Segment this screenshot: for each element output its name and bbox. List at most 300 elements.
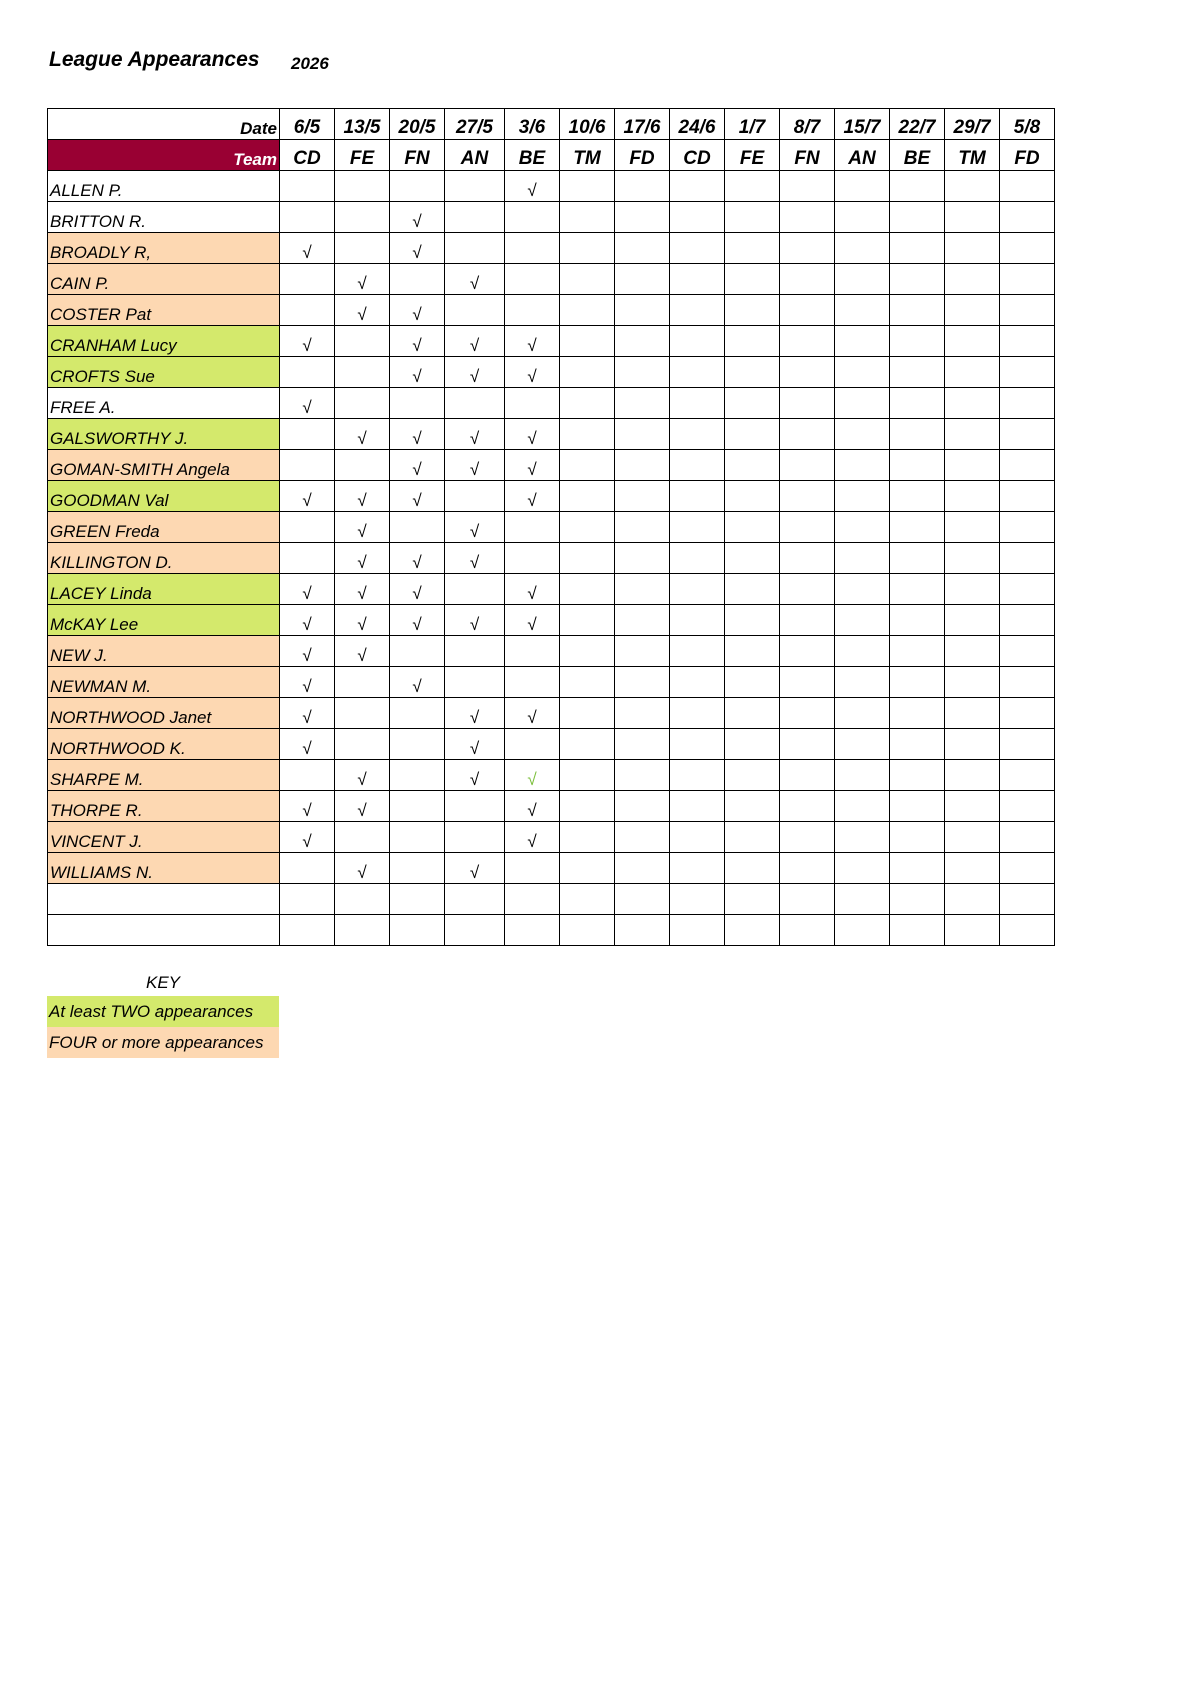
- appearance-cell: [505, 233, 560, 264]
- appearance-cell: [890, 822, 945, 853]
- appearance-cell: [945, 481, 1000, 512]
- appearance-cell: [725, 512, 780, 543]
- appearance-cell: [945, 698, 1000, 729]
- check-mark-icon: √: [469, 460, 480, 479]
- appearance-cell: [280, 388, 335, 419]
- appearance-cell: [1000, 481, 1055, 512]
- appearance-cell: [280, 729, 335, 760]
- check-mark-icon: √: [357, 553, 367, 572]
- appearance-cell: [615, 357, 670, 388]
- appearance-cell: [335, 915, 390, 946]
- appearance-cell: [1000, 884, 1055, 915]
- appearance-cell: [780, 264, 835, 295]
- appearance-cell: [835, 791, 890, 822]
- appearance-cell: [280, 853, 335, 884]
- appearance-cell: [505, 698, 560, 729]
- appearance-cell: [560, 884, 615, 915]
- check-mark-icon: √: [357, 274, 367, 293]
- appearance-cell: [835, 202, 890, 233]
- check-mark-icon: √: [527, 181, 537, 200]
- appearance-cell: [780, 326, 835, 357]
- date-header-cell: 6/5: [280, 109, 335, 140]
- appearance-cell: [1000, 388, 1055, 419]
- check-mark-icon: √: [469, 615, 480, 634]
- appearance-cell: [390, 357, 445, 388]
- check-mark-icon: √: [469, 522, 480, 541]
- check-mark-icon: √: [412, 429, 422, 448]
- appearance-cell: [780, 729, 835, 760]
- player-name: NORTHWOOD Janet: [48, 698, 280, 729]
- check-mark-icon: √: [302, 615, 312, 634]
- appearance-cell: [505, 884, 560, 915]
- check-mark-icon: √: [527, 584, 537, 603]
- appearance-cell: [615, 481, 670, 512]
- team-header-cell: AN: [835, 140, 890, 171]
- appearance-cell: [335, 357, 390, 388]
- check-mark-icon: √: [527, 770, 537, 789]
- appearance-cell: [390, 543, 445, 574]
- appearance-cell: [835, 233, 890, 264]
- appearance-cell: [615, 295, 670, 326]
- appearance-cell: [945, 853, 1000, 884]
- appearance-cell: [280, 264, 335, 295]
- check-mark-icon: √: [412, 367, 422, 386]
- appearance-cell: [445, 760, 505, 791]
- appearance-cell: [280, 884, 335, 915]
- check-mark-icon: √: [469, 739, 480, 758]
- check-mark-icon: √: [412, 305, 422, 324]
- appearance-cell: [505, 326, 560, 357]
- player-name: VINCENT J.: [48, 822, 280, 853]
- appearance-cell: [835, 884, 890, 915]
- appearance-cell: [505, 791, 560, 822]
- appearance-cell: [835, 698, 890, 729]
- appearance-cell: [390, 915, 445, 946]
- appearance-cell: [335, 419, 390, 450]
- team-label: Team: [48, 140, 280, 171]
- appearance-cell: [615, 760, 670, 791]
- appearance-cell: [780, 481, 835, 512]
- team-header-cell: TM: [560, 140, 615, 171]
- appearance-cell: [445, 264, 505, 295]
- check-mark-icon: √: [412, 615, 422, 634]
- appearance-cell: [670, 481, 725, 512]
- check-mark-icon: √: [469, 429, 480, 448]
- appearance-cell: [725, 729, 780, 760]
- appearance-cell: [560, 605, 615, 636]
- team-header-cell: AN: [445, 140, 505, 171]
- appearance-cell: [1000, 698, 1055, 729]
- appearance-cell: [945, 450, 1000, 481]
- appearance-cell: [280, 171, 335, 202]
- appearance-cell: [890, 202, 945, 233]
- check-mark-icon: √: [357, 491, 367, 510]
- check-mark-icon: √: [412, 677, 422, 696]
- appearance-cell: [725, 264, 780, 295]
- appearance-cell: [945, 605, 1000, 636]
- appearance-cell: [335, 388, 390, 419]
- appearance-cell: [280, 419, 335, 450]
- appearance-cell: [505, 202, 560, 233]
- date-header-cell: 13/5: [335, 109, 390, 140]
- appearance-cell: [835, 295, 890, 326]
- appearance-cell: [390, 853, 445, 884]
- appearance-cell: [1000, 853, 1055, 884]
- appearance-cell: [780, 698, 835, 729]
- appearance-cell: [670, 729, 725, 760]
- team-header-cell: BE: [890, 140, 945, 171]
- player-row: [48, 295, 1055, 326]
- appearance-cell: [725, 171, 780, 202]
- check-mark-icon: √: [357, 584, 367, 603]
- appearance-cell: [390, 419, 445, 450]
- date-header-cell: 24/6: [670, 109, 725, 140]
- appearance-cell: [445, 512, 505, 543]
- appearance-cell: [725, 326, 780, 357]
- appearance-cell: [390, 636, 445, 667]
- appearance-cell: [780, 450, 835, 481]
- appearance-cell: [445, 543, 505, 574]
- appearance-cell: [670, 574, 725, 605]
- date-header-cell: 20/5: [390, 109, 445, 140]
- appearance-cell: [890, 264, 945, 295]
- appearance-cell: [945, 388, 1000, 419]
- appearance-cell: [445, 636, 505, 667]
- appearance-cell: [505, 915, 560, 946]
- player-row: [48, 853, 1055, 884]
- appearance-cell: [445, 202, 505, 233]
- appearance-cell: [560, 202, 615, 233]
- check-mark-icon: √: [469, 708, 480, 727]
- player-name: THORPE R.: [48, 791, 280, 822]
- check-mark-icon: √: [357, 646, 367, 665]
- appearance-cell: [280, 636, 335, 667]
- appearance-cell: [890, 388, 945, 419]
- appearance-cell: [335, 636, 390, 667]
- check-mark-icon: √: [527, 460, 537, 479]
- appearance-cell: [335, 543, 390, 574]
- appearance-cell: [615, 574, 670, 605]
- appearance-cell: [1000, 729, 1055, 760]
- player-name: KILLINGTON D.: [48, 543, 280, 574]
- appearance-cell: [445, 295, 505, 326]
- appearance-cell: [335, 822, 390, 853]
- appearance-cell: [725, 667, 780, 698]
- appearance-cell: [725, 574, 780, 605]
- appearance-cell: [615, 326, 670, 357]
- appearance-cell: [505, 605, 560, 636]
- appearance-cell: [1000, 264, 1055, 295]
- appearance-cell: [390, 202, 445, 233]
- appearance-cell: [1000, 822, 1055, 853]
- appearance-cell: [945, 202, 1000, 233]
- player-name: ALLEN P.: [48, 171, 280, 202]
- player-row: [48, 481, 1055, 512]
- appearance-cell: [390, 512, 445, 543]
- appearance-cell: [780, 543, 835, 574]
- player-row: [48, 419, 1055, 450]
- appearance-cell: [335, 202, 390, 233]
- appearance-cell: [725, 822, 780, 853]
- appearances-table: [47, 108, 1055, 946]
- player-row: [48, 326, 1055, 357]
- appearance-cell: [1000, 419, 1055, 450]
- appearance-cell: [945, 233, 1000, 264]
- check-mark-icon: √: [469, 274, 480, 293]
- appearance-cell: [390, 605, 445, 636]
- check-mark-icon: √: [527, 708, 537, 727]
- appearance-cell: [780, 884, 835, 915]
- check-mark-icon: √: [527, 832, 537, 851]
- check-mark-icon: √: [302, 708, 312, 727]
- appearance-cell: [945, 636, 1000, 667]
- appearance-cell: [835, 450, 890, 481]
- appearance-cell: [670, 636, 725, 667]
- appearance-cell: [725, 698, 780, 729]
- appearance-cell: [505, 419, 560, 450]
- date-label: Date: [48, 109, 280, 140]
- appearance-cell: [780, 388, 835, 419]
- appearance-cell: [890, 574, 945, 605]
- check-mark-icon: √: [469, 367, 480, 386]
- check-mark-icon: √: [527, 615, 537, 634]
- appearance-cell: [835, 853, 890, 884]
- appearance-cell: [890, 481, 945, 512]
- appearance-cell: [280, 481, 335, 512]
- appearance-cell: [335, 171, 390, 202]
- check-mark-icon: √: [412, 553, 422, 572]
- appearance-cell: [390, 233, 445, 264]
- appearance-cell: [1000, 171, 1055, 202]
- appearance-cell: [505, 450, 560, 481]
- appearance-cell: [615, 915, 670, 946]
- appearance-cell: [560, 295, 615, 326]
- appearance-cell: [835, 915, 890, 946]
- appearance-cell: [505, 729, 560, 760]
- player-row: [48, 667, 1055, 698]
- appearance-cell: [335, 233, 390, 264]
- appearance-cell: [390, 760, 445, 791]
- appearance-cell: [835, 388, 890, 419]
- team-header-cell: FN: [390, 140, 445, 171]
- appearance-cell: [390, 884, 445, 915]
- player-row: [48, 574, 1055, 605]
- date-header-row: [48, 109, 1055, 140]
- appearance-cell: [1000, 357, 1055, 388]
- appearance-cell: [505, 388, 560, 419]
- appearance-cell: [335, 512, 390, 543]
- key-item: At least TWO appearances: [47, 996, 279, 1027]
- check-mark-icon: √: [527, 429, 537, 448]
- appearance-cell: [835, 729, 890, 760]
- player-name: WILLIAMS N.: [48, 853, 280, 884]
- appearance-cell: [725, 791, 780, 822]
- player-name: FREE A.: [48, 388, 280, 419]
- appearance-cell: [780, 760, 835, 791]
- team-header-cell: FN: [780, 140, 835, 171]
- appearance-cell: [615, 729, 670, 760]
- player-name: COSTER Pat: [48, 295, 280, 326]
- check-mark-icon: √: [302, 243, 312, 262]
- appearance-cell: [890, 543, 945, 574]
- appearance-cell: [890, 171, 945, 202]
- appearance-cell: [725, 915, 780, 946]
- check-mark-icon: √: [302, 584, 312, 603]
- check-mark-icon: √: [469, 553, 480, 572]
- appearance-cell: [670, 264, 725, 295]
- appearance-cell: [670, 853, 725, 884]
- appearance-cell: [945, 543, 1000, 574]
- appearance-cell: [670, 419, 725, 450]
- appearance-cell: [945, 512, 1000, 543]
- appearance-cell: [445, 822, 505, 853]
- appearance-cell: [890, 884, 945, 915]
- appearance-cell: [335, 481, 390, 512]
- appearance-cell: [615, 822, 670, 853]
- appearance-cell: [945, 884, 1000, 915]
- player-row: [48, 233, 1055, 264]
- appearance-cell: [445, 605, 505, 636]
- appearance-cell: [725, 357, 780, 388]
- appearance-cell: [445, 388, 505, 419]
- player-row: [48, 791, 1055, 822]
- date-header-cell: 8/7: [780, 109, 835, 140]
- appearance-cell: [390, 171, 445, 202]
- appearance-cell: [560, 729, 615, 760]
- appearance-cell: [390, 326, 445, 357]
- appearance-cell: [945, 667, 1000, 698]
- player-name: GOODMAN Val: [48, 481, 280, 512]
- appearance-cell: [670, 295, 725, 326]
- team-header-cell: FD: [1000, 140, 1055, 171]
- appearance-cell: [445, 574, 505, 605]
- team-header-cell: BE: [505, 140, 560, 171]
- appearance-cell: [835, 326, 890, 357]
- check-mark-icon: √: [357, 522, 367, 541]
- appearance-cell: [1000, 512, 1055, 543]
- appearance-cell: [560, 326, 615, 357]
- appearance-cell: [835, 543, 890, 574]
- appearance-cell: [280, 605, 335, 636]
- appearance-cell: [1000, 574, 1055, 605]
- appearance-cell: [890, 636, 945, 667]
- appearance-cell: [445, 667, 505, 698]
- appearance-cell: [615, 450, 670, 481]
- appearance-cell: [945, 419, 1000, 450]
- date-header-cell: 10/6: [560, 109, 615, 140]
- appearance-cell: [670, 512, 725, 543]
- appearance-cell: [505, 295, 560, 326]
- check-mark-icon: √: [302, 491, 312, 510]
- appearance-cell: [780, 357, 835, 388]
- date-header-cell: 3/6: [505, 109, 560, 140]
- appearance-cell: [780, 202, 835, 233]
- page-title: League Appearances: [49, 48, 260, 71]
- appearance-cell: [1000, 791, 1055, 822]
- check-mark-icon: √: [302, 801, 312, 820]
- appearance-cell: [945, 760, 1000, 791]
- appearance-cell: [670, 915, 725, 946]
- appearance-cell: [670, 760, 725, 791]
- date-header-cell: 22/7: [890, 109, 945, 140]
- appearance-cell: [505, 667, 560, 698]
- check-mark-icon: √: [302, 336, 312, 355]
- appearance-cell: [390, 822, 445, 853]
- appearance-cell: [390, 574, 445, 605]
- appearance-cell: [890, 698, 945, 729]
- appearance-cell: [890, 295, 945, 326]
- player-name: NORTHWOOD K.: [48, 729, 280, 760]
- appearance-cell: [280, 512, 335, 543]
- check-mark-icon: √: [412, 336, 422, 355]
- appearance-cell: [780, 667, 835, 698]
- appearance-cell: [280, 574, 335, 605]
- player-row: [48, 512, 1055, 543]
- appearance-cell: [505, 822, 560, 853]
- player-row: [48, 636, 1055, 667]
- key-item: FOUR or more appearances: [47, 1027, 279, 1058]
- appearance-cell: [725, 853, 780, 884]
- player-row: [48, 357, 1055, 388]
- appearance-cell: [615, 202, 670, 233]
- appearance-cell: [335, 853, 390, 884]
- appearance-cell: [1000, 915, 1055, 946]
- player-name: GOMAN-SMITH Angela: [48, 450, 280, 481]
- appearance-cell: [725, 605, 780, 636]
- appearance-cell: [560, 512, 615, 543]
- appearance-cell: [505, 512, 560, 543]
- appearance-cell: [280, 915, 335, 946]
- date-header-cell: 29/7: [945, 109, 1000, 140]
- appearance-cell: [280, 791, 335, 822]
- appearance-cell: [1000, 202, 1055, 233]
- team-header-cell: FD: [615, 140, 670, 171]
- appearance-cell: [725, 636, 780, 667]
- appearance-cell: [280, 543, 335, 574]
- appearance-cell: [390, 698, 445, 729]
- appearance-cell: [725, 884, 780, 915]
- check-mark-icon: √: [469, 863, 480, 882]
- appearance-cell: [835, 574, 890, 605]
- appearance-cell: [890, 729, 945, 760]
- appearance-cell: [615, 419, 670, 450]
- team-header-cell: CD: [280, 140, 335, 171]
- check-mark-icon: √: [302, 677, 312, 696]
- appearance-cell: [835, 512, 890, 543]
- appearance-cell: [780, 574, 835, 605]
- appearance-cell: [445, 481, 505, 512]
- appearance-cell: [1000, 667, 1055, 698]
- appearance-cell: [445, 698, 505, 729]
- appearance-cell: [560, 233, 615, 264]
- player-row: [48, 605, 1055, 636]
- appearance-cell: [335, 326, 390, 357]
- check-mark-icon: √: [527, 367, 537, 386]
- appearance-cell: [725, 295, 780, 326]
- appearance-cell: [335, 574, 390, 605]
- appearance-cell: [560, 760, 615, 791]
- appearance-cell: [1000, 543, 1055, 574]
- player-row: [48, 202, 1055, 233]
- date-header-cell: 15/7: [835, 109, 890, 140]
- appearance-cell: [335, 667, 390, 698]
- appearance-cell: [1000, 295, 1055, 326]
- appearance-cell: [780, 605, 835, 636]
- player-row: [48, 388, 1055, 419]
- appearance-cell: [780, 853, 835, 884]
- check-mark-icon: √: [302, 739, 312, 758]
- appearance-cell: [670, 822, 725, 853]
